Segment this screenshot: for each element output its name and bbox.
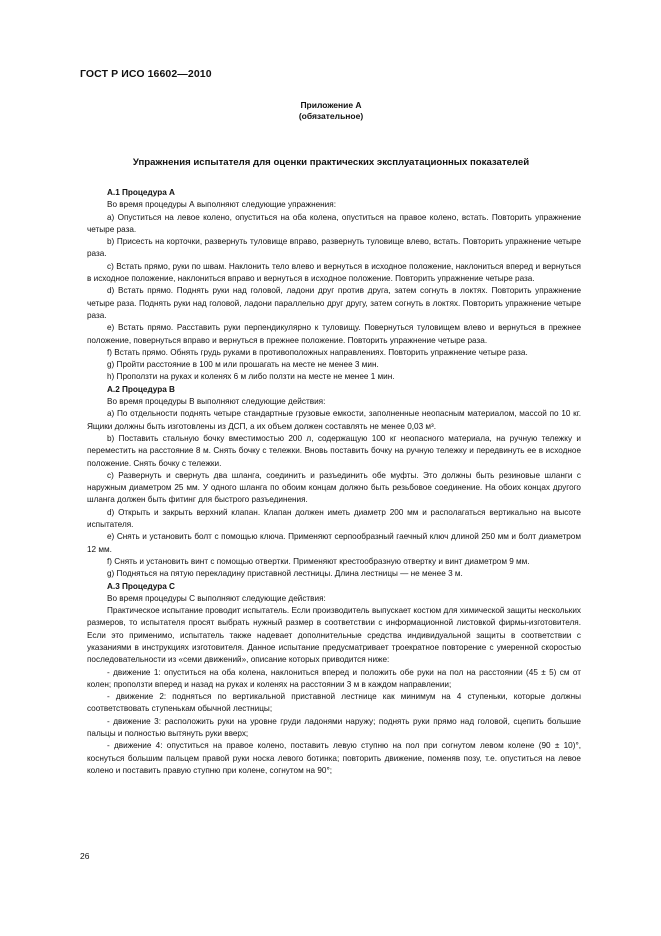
paragraph: b) Поставить стальную бочку вместимостью 200 л, содержащую 100 кг неопасного материала, на ручную тележку и переместить на расстояние 8 м. Снять бочку с тележки. Вновь поставить бочку на ручную тележку и передвинуть ее в исходное положение. Снять бочку с тележки. <box>87 433 581 468</box>
paragraph: g) Пройти расстояние в 100 м или прошагать на месте не менее 3 мин. <box>107 360 379 370</box>
paragraph: e) Встать прямо. Расставить руки перпендикулярно к туловищу. Повернуться туловищем влево и вернуться в прежнее положение, повернуться вправо и вернуться в прежнее положение. Повторить упражнение четыре раза. <box>87 323 581 345</box>
document-header: ГОСТ Р ИСО 16602—2010 <box>80 68 212 80</box>
paragraph: - движение 2: подняться по вертикальной приставной лестнице как минимум на 4 ступеньки, которые должны соответствовать ступенькам обычной лестницы; <box>87 692 581 714</box>
paragraph: g) Подняться на пятую перекладину приставной лестницы. Длина лестницы — не менее 3 м. <box>107 569 463 579</box>
annex-title: Приложение А <box>300 100 362 110</box>
document-body <box>87 187 581 777</box>
paragraph: Во время процедуры С выполняют следующие действия: <box>107 593 326 603</box>
paragraph: c) Развернуть и свернуть два шланга, соединить и разъединить обе муфты. Это должны быть резиновые шланги с наружным диаметром 25 мм. У одного шланга по обоим концам должно быть резьбовое соединение. На обоих концах другого шланга должен быть фитинг для быстрого разъединения. <box>87 470 581 505</box>
paragraph: a) По отдельности поднять четыре стандартные грузовые емкости, заполненные неопасным материалом, массой по 10 кг. Ящики должны быть изготовлены из ДСП, а их объем должен составлять не менее 0,03 м³. <box>87 409 581 431</box>
paragraph: f) Снять и установить винт с помощью отвертки. Применяют крестообразную отвертку и винт диаметром 9 мм. <box>107 556 530 566</box>
section-heading: А.3 Процедура С <box>107 581 175 591</box>
paragraph: a) Опуститься на левое колено, опуститься на оба колена, опуститься на правое колено, встать. Повторить упражнение четыре раза. <box>87 212 581 234</box>
page-number: 26 <box>80 851 90 861</box>
main-title: Упражнения испытателя для оценки практических эксплуатационных показателей <box>132 157 530 168</box>
paragraph: - движение 3: расположить руки на уровне груди ладонями наружу; поднять руки прямо над головой, сцепить большие пальцы и полностью вытянуть руки вверх; <box>87 716 581 739</box>
annex-subtitle: (обязательное) <box>298 111 364 121</box>
paragraph: f) Встать прямо. Обнять грудь руками в противоположных направлениях. Повторить упражнение четыре раза. <box>107 347 528 357</box>
section-heading: А.2 Процедура В <box>107 384 175 394</box>
paragraph: d) Открыть и закрыть верхний клапан. Клапан должен иметь диаметр 200 мм и располагаться вертикально на высоте испытателя. <box>87 507 581 530</box>
paragraph: d) Встать прямо. Поднять руки над головой, ладони друг против друга, затем согнуть в локтях. Повторить упражнение четыре раза. Поднять руки над головой, ладони параллельно друг другу, затем согнуть в локтях. Повторить упражнение четыре раза. <box>87 286 581 320</box>
paragraph: - движение 1: опуститься на оба колена, наклониться вперед и положить обе руки на пол на расстоянии (45 ± 5) см от колен; проползти вперед и назад на руках и коленях на расстоянии 3 м в каждом направлении; <box>87 667 581 689</box>
paragraph: h) Проползти на руках и коленях 6 м либо ползти на месте не менее 1 мин. <box>107 372 395 382</box>
paragraph: Во время процедуры А выполняют следующие упражнения: <box>107 200 336 210</box>
paragraph: b) Присесть на корточки, развернуть туловище вправо, развернуть туловище влево, встать. Повторить упражнение четыре раза. <box>87 237 581 259</box>
paragraph: Практическое испытание проводит испытатель. Если производитель выпускает костюм для химической защиты нескольких размеров, то испытателя просят выбрать нужный размер в соответствии с информационной листовкой фирмы-изготовителя. Если это применимо, испытатель также надевает дополнительные средства индивидуальной защиты в соответствии с указаниями в инструкциях изготовителя. Данное испытание предусматривает троекратное повторение с умеренной скоростью последовательности из «семи движений», описание которых приводится ниже: <box>87 606 581 665</box>
paragraph: e) Снять и установить болт с помощью ключа. Применяют серпообразный гаечный ключ длиной 250 мм и болт диаметром 12 мм. <box>87 532 581 554</box>
paragraph: - движение 4: опуститься на правое колено, поставить левую ступню на пол при согнутом левом колене (90 ± 10)°, коснуться большим пальцем правой руки носка левого ботинка; повторить движение, поменяв позу, т.е. опуститься на левое колено и поставить правую ступню при колене, согнутом на 90°; <box>87 741 581 775</box>
paragraph: c) Встать прямо, руки по швам. Наклонить тело влево и вернуться в исходное положение, наклониться вперед и вернуться в исходное положение, наклониться вправо и вернуться в исходное положение. Повторить упражнение четыре раза. <box>87 261 581 284</box>
paragraph: Во время процедуры В выполняют следующие действия: <box>107 397 326 407</box>
section-heading: А.1 Процедура А <box>107 188 175 197</box>
